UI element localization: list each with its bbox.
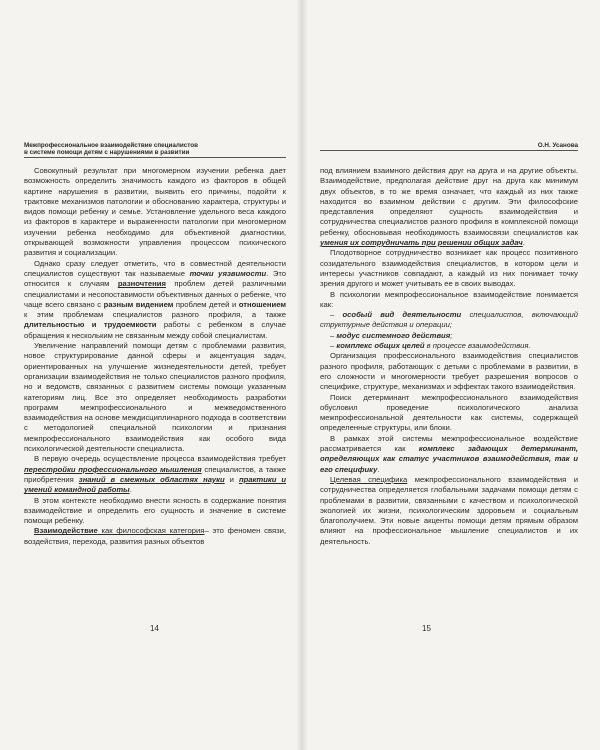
emphasis: длительностью и трудоемкости xyxy=(24,320,157,330)
paragraph: В первую очередь осуществление процесса взаимодействия требует перестройки профессионального мышления специалистов, а также приобретения знаний в смежных областях науки и практики и умений командной работы. xyxy=(24,454,287,495)
left-page-body xyxy=(24,166,286,547)
paragraph: под влиянием взаимного действия друг на друга и на другие объекты. Взаимодействие, предполагая действие друг на друга как минимум двух объектов, в то же время означает, что каждый из них также находится во взаимном действии с другим. Эти философские представления определяют сущность взаимодействия и сотрудничества специалистов разного профиля в комплексной помощи ребенку, обосновывая необходимость взаимосвязи специалистов как умения их сотрудничать при решении общих задач. xyxy=(320,166,578,248)
emphasis: особый вид деятельности xyxy=(342,310,462,320)
emphasis: комплекс общих целей xyxy=(336,341,425,351)
running-head-right: О.Н. Усанова xyxy=(320,142,578,151)
emphasis: перестройки профессионального мышления xyxy=(24,464,202,474)
emphasis: комплекс задающих детерминант, определяющих как статус участников взаимодействия, так и его специфику xyxy=(320,444,578,474)
paragraph: В психологии межпрофессиональное взаимодействие понимается как: xyxy=(320,289,578,309)
right-page xyxy=(302,0,600,750)
emphasis: модус системного действия xyxy=(336,330,451,340)
running-head-left xyxy=(24,142,286,158)
paragraph: Увеличение направлений помощи детям с проблемами развития, новое структурирование данной сферы и акцентуация задач, ориентированных на улучшение жизнедеятельности детей, требует организации взаимодействия не только специалистов разного профиля, но и ведомств, связанных с развитием системы помощи указанным категориям лиц. Все это определяет необходимость разработки программ межпрофессионального и межведомственного взаимодействия на основе междисциплинарного подхода в соответствии с методологией специальной психологии и признания межпрофессионального взаимодействия как особого вида психологической деятельности специалиста. xyxy=(24,341,286,454)
paragraph: В этом контексте необходимо внести ясность в содержание понятия взаимодействие и определить его сущность и значение в системе помощи ребенку. xyxy=(24,495,286,526)
emphasis: практики и умений командной работы xyxy=(24,474,287,495)
page-number: 14 xyxy=(150,624,159,633)
paragraph: Однако сразу следует отметить, что в совместной деятельности специалистов существуют так называемые точки уязвимости. Это относится к случаям разночтения проблем детей различными специалистами и несопоставимости объективных данных о ребенке, что чаще всего связано с разным видением проблем детей и отношением к этим проблемам специалистов разного профиля, а также длительностью и трудоемкости работы с ребенком в случае обращения к нескольким не связанным между собой специалистам. xyxy=(24,258,286,340)
list-item: – особый вид деятельности специалистов, включающий структурные действия и операции; xyxy=(320,310,579,330)
paragraph: Совокупный результат при многомерном изучении ребенка дает возможность определить значимость каждого из факторов в общей картине нарушения в развитии, выявить его причины, подойти к трактовке механизмов патологии и обоснованию характера, структуры и видов помощи ребенку и семье. Установление удельного веса каждого из факторов в характере и выраженности патологии при многомерном изучении ребенка необходимо для объективной диагностики, открывающей возможности управления процессом психического развития и социализации. xyxy=(24,166,286,258)
emphasis: Взаимодействие xyxy=(34,526,98,536)
paragraph: Поиск детерминант межпрофессионального взаимодействия обусловил проведение психологического анализа межпрофессиональной деятельности как системы, содержащей определенные структуры, или блоки. xyxy=(320,392,578,433)
page-number: 15 xyxy=(422,624,431,633)
running-head-line-2: в системе помощи детям с нарушениями в развитии xyxy=(24,149,190,157)
list-item: – комплекс общих целей в процессе взаимодействия. xyxy=(330,341,531,351)
paragraph: Взаимодействие как философская категория– это феномен связи, воздействия, перехода, развития разных объектов xyxy=(24,526,286,546)
emphasis: разночтения xyxy=(117,279,166,289)
emphasis: точки уязвимости xyxy=(189,268,267,278)
running-head-line-1: Межпрофессиональное взаимодействие специалистов xyxy=(24,142,198,149)
paragraph: Целевая специфика межпрофессионального взаимодействия и сотрудничества определяется глобальными задачами помощи детям с проблемами в развитии, связанными с качеством и психологической экологией их жизни, психологическим здоровьем и социальным благополучием. Эти новые акценты помощи детям прямым образом влияют на профессиональное мышление специалистов и их деятельность. xyxy=(320,474,578,546)
emphasis: знаний в смежных областях науки xyxy=(78,474,225,484)
emphasis: умения их сотрудничать при решении общих задач xyxy=(320,238,523,248)
emphasis: Целевая специфика xyxy=(330,474,408,484)
paragraph: Организация профессионального взаимодействия специалистов разного профиля, работающих с детьми с проблемами в развитии, в его сложности и многомерности требует разрешения вопросов о специфике, структуре, механизмах и эффектах такого взаимодействия. xyxy=(320,351,578,392)
emphasis: отношением xyxy=(238,299,286,309)
list-item: – модус системного действия; xyxy=(330,330,453,340)
right-page-body xyxy=(320,166,578,547)
emphasis: разным видением xyxy=(103,299,174,309)
paragraph: В рамках этой системы межпрофессиональное воздействие рассматривается как комплекс задающих детерминант, определяющих как статус участников взаимодействия, так и его специфику. xyxy=(320,433,578,474)
paragraph: Плодотворное сотрудничество возникает как процесс позитивного созидательного взаимодействия специалистов, в котором цели и интересы участников совпадают, а каждый из них понимает точку зрения другого и может учитывать ее в своих выводах. xyxy=(320,248,578,289)
